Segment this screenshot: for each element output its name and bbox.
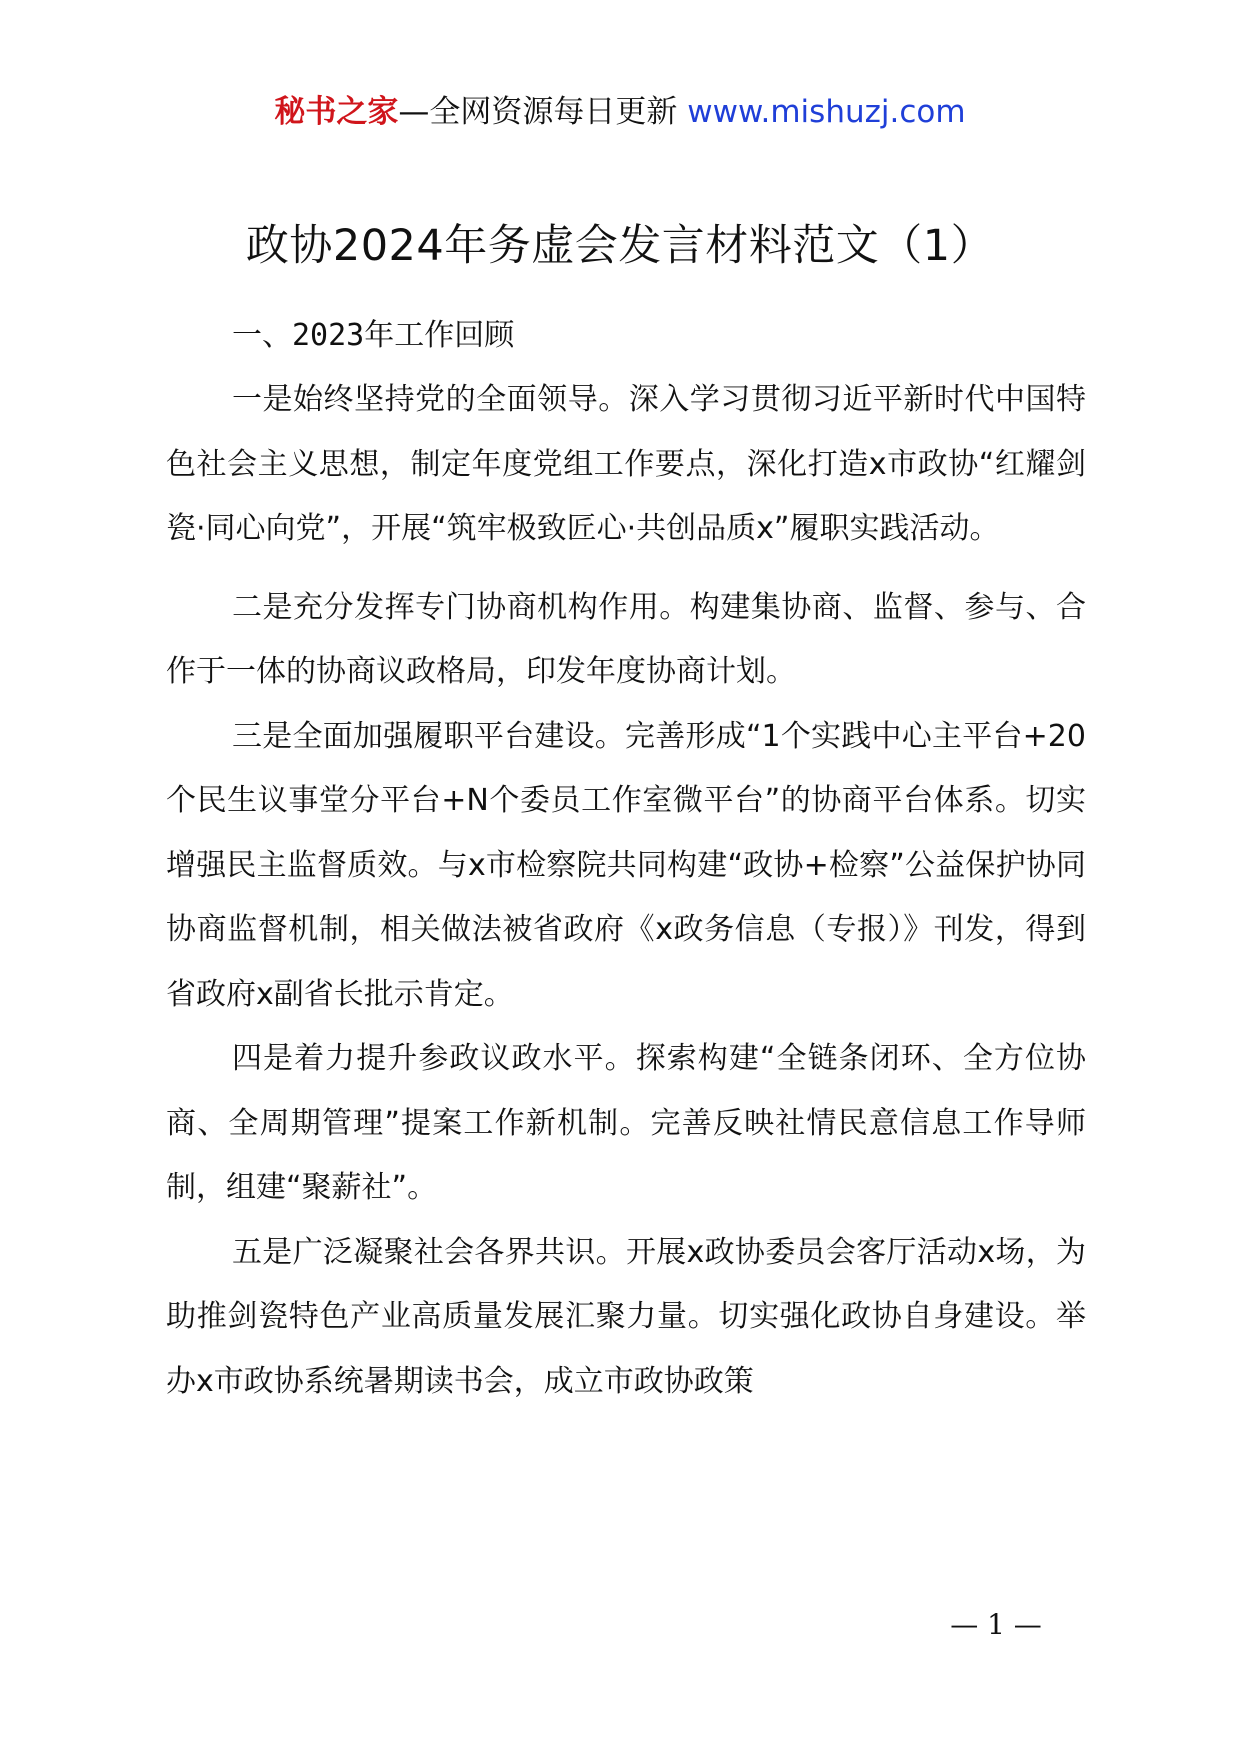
- site-tagline: —全网资源每日更新: [398, 94, 688, 130]
- site-header: [0, 92, 1240, 132]
- document-body: [166, 304, 1086, 1414]
- paragraph-1: 一是始终坚持党的全面领导。深入学习贯彻习近平新时代中国特色社会主义思想，制定年度党组工作要点，深化打造x市政协“红耀剑瓷·同心向党”，开展“筑牢极致匠心·共创品质x”履职实践活动。: [166, 382, 1086, 546]
- site-brand: 秘书之家: [274, 94, 399, 130]
- page-number: — 1 —: [950, 1608, 1042, 1641]
- section-heading: 一、2023年工作回顾: [232, 318, 515, 353]
- paragraph-4: 四是着力提升参政议政水平。探索构建“全链条闭环、全方位协商、全周期管理”提案工作新机制。完善反映社情民意信息工作导师制，组建“聚薪社”。: [166, 1041, 1086, 1205]
- paragraph-3: 三是全面加强履职平台建设。完善形成“1个实践中心主平台+20个民生议事堂分平台+N个委员工作室微平台”的协商平台体系。切实增强民主监督质效。与x市检察院共同构建“政协+检察”公益保护协同协商监督机制，相关做法被省政府《x政务信息（专报）》刊发，得到省政府x副省长批示肯定。: [166, 718, 1086, 1012]
- document-title: 政协2024年务虚会发言材料范文（1）: [245, 221, 995, 271]
- site-url-link[interactable]: www.mishuzj.com: [687, 94, 966, 130]
- paragraph-2: 二是充分发挥专门协商机构作用。构建集协商、监督、参与、合作于一体的协商议政格局，印发年度协商计划。: [166, 589, 1086, 689]
- paragraph-5: 五是广泛凝聚社会各界共识。开展x政协委员会客厅活动x场，为助推剑瓷特色产业高质量发展汇聚力量。切实强化政协自身建设。举办x市政协系统暑期读书会，成立市政协政策: [166, 1234, 1086, 1399]
